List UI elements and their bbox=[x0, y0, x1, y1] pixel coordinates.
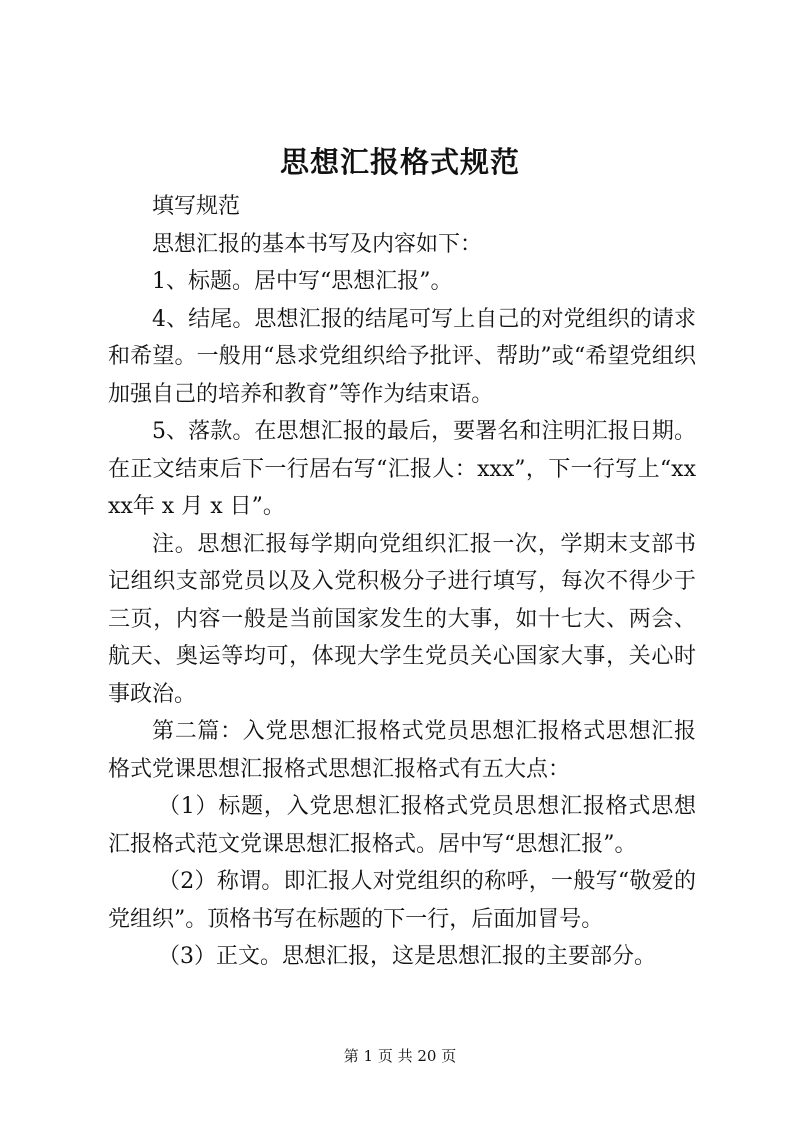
paragraph-point-1: （1）标题，入党思想汇报格式党员思想汇报格式思想汇报格式范文党课思想汇报格式。居中写“思想汇报”。 bbox=[108, 794, 696, 857]
paragraph-point-3: （3）正文。思想汇报，这是思想汇报的主要部分。 bbox=[158, 944, 656, 969]
paragraph-ending-rule: 4、结尾。思想汇报的结尾可写上自己的对党组织的请求和希望。一般用“恳求党组织给予批评、帮助”或“希望党组织加强自己的培养和教育”等作为结束语。 bbox=[108, 306, 696, 407]
page-footer: 第 1 页 共 20 页 bbox=[343, 1047, 457, 1065]
paragraph-intro: 思想汇报的基本书写及内容如下： bbox=[152, 231, 483, 257]
document-title: 思想汇报格式规范 bbox=[279, 145, 520, 179]
paragraph-second-article: 第二篇：入党思想汇报格式党员思想汇报格式思想汇报格式党课思想汇报格式思想汇报格式有五大点： bbox=[108, 719, 696, 782]
paragraph-point-2: （2）称谓。即汇报人对党组织的称呼，一般写“敬爱的党组织”。顶格书写在标题的下一行，后面加冒号。 bbox=[108, 869, 696, 932]
paragraph-title-rule: 1、标题。居中写“思想汇报”。 bbox=[152, 269, 453, 294]
document-body bbox=[108, 188, 696, 976]
paragraph-signature-rule: 5、落款。在思想汇报的最后，要署名和注明汇报日期。在正文结束后下一行居右写“汇报人：xxx”，下一行写上“xxxx年 x 月 x 日”。 bbox=[108, 419, 696, 519]
paragraph-fill-spec: 填写规范 bbox=[152, 194, 241, 219]
paragraph-note: 注。思想汇报每学期向党组织汇报一次，学期末支部书记组织支部党员以及入党积极分子进行填写，每次不得少于三页，内容一般是当前国家发生的大事，如十七大、两会、航天、奥运等均可，体现大学生党员关心国家大事，关心时事政治。 bbox=[108, 531, 696, 707]
